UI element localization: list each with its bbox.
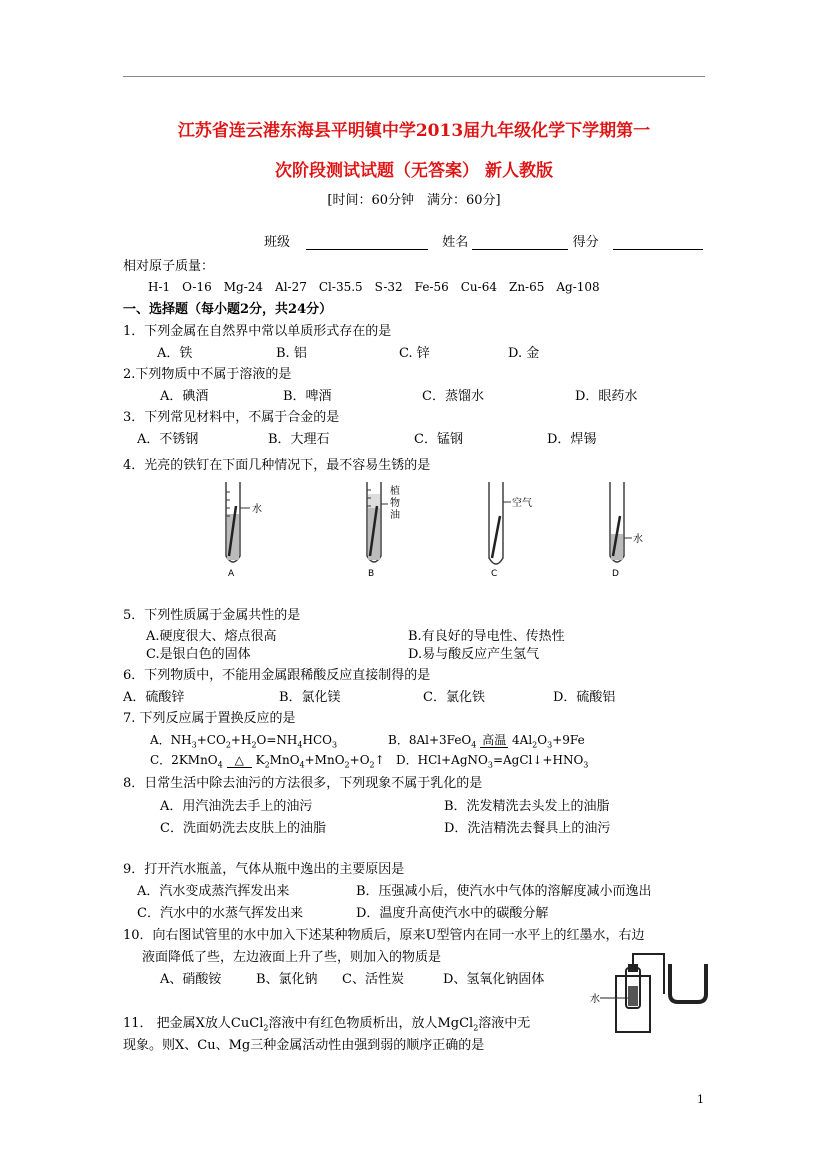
q7-d-prefix: D．HCl+AgNO [396, 753, 488, 767]
q11-stem-part-a: 11． 把金属X放人CuCl [123, 1016, 264, 1031]
q10-option-c: C、活性炭 [342, 972, 404, 987]
q9-option-d: D．温度升高使汽水中的碳酸分解 [356, 906, 549, 921]
q9-option-b: B．压强减小后，使汽水中气体的溶解度减小而逸出 [356, 884, 652, 899]
class-label: 班级 [264, 235, 291, 250]
q4-test-tubes-figure [210, 476, 650, 582]
q10-stem-line1: 10．向右图试管里的水中加入下述某种物质后，原来U型管内在同一水平上的红墨水，右边 [123, 928, 645, 943]
q5-option-c: C.是银白色的固体 [146, 647, 251, 662]
page-number: 1 [697, 1093, 704, 1106]
q8-option-c: C．洗面奶洗去皮肤上的油脂 [160, 821, 326, 836]
atomic-mass-label: 相对原子质量： [123, 259, 215, 274]
q3-stem: 3．下列常见材料中，不属于合金的是 [123, 410, 340, 425]
header-rule [123, 76, 705, 77]
q9-option-a: A．汽水变成蒸汽挥发出来 [137, 884, 290, 899]
q7-c-condition: △ [227, 753, 252, 768]
q3-option-d: D．焊锡 [547, 432, 597, 447]
q6-option-a: A．硫酸锌 [123, 690, 185, 705]
atomic-mass-values: H-1 O-16 Mg-24 Al-27 Cl-35.5 S-32 Fe-56 Cu-64 Zn-65 Ag-108 [148, 280, 600, 294]
q11-stem-part-c: 溶液中无 [478, 1016, 531, 1031]
q2-option-a: A．碘酒 [160, 389, 209, 404]
q11-stem-line1: 11． 把金属X放人CuCl$_2$溶液中有红色物质析出，放人MgCl$_2$溶液中无 [123, 1016, 531, 1033]
q10-u-tube-figure [588, 950, 722, 1036]
q2-stem: 2.下列物质中不属于溶液的是 [123, 367, 292, 382]
q7-stem: 7. 下列反应属于置换反应的是 [123, 711, 296, 726]
tube-b-oil-label-2: 物 [390, 498, 400, 509]
q10-option-b: B、氯化钠 [256, 972, 318, 987]
q5-option-d: D.易与酸反应产生氢气 [408, 647, 540, 662]
q7-a-prefix: A．NH [150, 733, 192, 747]
q2-option-b: B．啤酒 [283, 389, 332, 404]
tube-d-caption: D [612, 569, 619, 579]
q3-option-b: B．大理石 [268, 432, 330, 447]
q1-option-d: D. 金 [508, 346, 540, 361]
time-info: [时间：60分钟 满分：60分] [327, 193, 501, 208]
q1-option-a: A．铁 [157, 346, 193, 361]
q7-option-c: C．2KMnO$_4$ △ $K_2MnO_4+MnO_2+O_2↑$ [150, 753, 385, 770]
q6-option-c: C．氯化铁 [423, 690, 485, 705]
q7-option-b: B．8Al+3FeO$_4$ 高温 $4Al_2O_3+9Fe$ [388, 733, 585, 750]
q10-water-label: 水 [590, 994, 600, 1005]
q1-option-c: C. 锌 [399, 346, 430, 361]
q11-stem-line2: 现象。则X、Cu、Mg三种金属活动性由强到弱的顺序正确的是 [123, 1038, 485, 1053]
section1-heading: 一、选择题（每小题2分，共24分） [123, 302, 333, 317]
q7-option-d: D．$HCl+AgNO_3=AgCl↓+HNO_3$ [396, 753, 589, 770]
class-blank[interactable] [306, 235, 428, 250]
q2-option-d: D．眼药水 [575, 389, 638, 404]
q5-stem: 5．下列性质属于金属共性的是 [123, 608, 301, 623]
title-line-2: 次阶段测试试题（无答案） 新人教版 [275, 161, 553, 181]
q6-option-d: D．硫酸铝 [553, 690, 616, 705]
q7-b-prefix: B．8Al+3Fe [388, 733, 462, 747]
tube-b [367, 482, 400, 579]
q7-b-condition: 高温 [482, 733, 507, 747]
q3-option-c: C．锰钢 [414, 432, 463, 447]
q1-option-b: B. 铝 [276, 346, 307, 361]
q4-stem: 4．光亮的铁钉在下面几种情况下，最不容易生锈的是 [123, 458, 431, 473]
q8-option-b: B．洗发精洗去头发上的油脂 [444, 799, 610, 814]
q5-option-b: B.有良好的导电性、传热性 [408, 629, 565, 644]
q7-option-a: A．$NH_3+CO_2+H_2O=NH_4HCO_3$ [150, 733, 338, 750]
name-blank[interactable] [472, 235, 568, 250]
q2-option-c: C．蒸馏水 [422, 389, 484, 404]
student-info [264, 231, 703, 250]
q9-option-c: C．汽水中的水蒸气挥发出来 [137, 906, 303, 921]
tube-a-water-label: 水 [252, 504, 262, 515]
q7-b-product1: 4Al [512, 733, 533, 747]
q10-option-a: A、硝酸铵 [160, 972, 222, 987]
tube-c-caption: C [491, 569, 498, 579]
q1-stem: 1．下列金属在自然界中常以单质形式存在的是 [123, 324, 392, 339]
tube-a [226, 482, 262, 579]
tube-c [489, 482, 532, 579]
q7-c-prefix: C．2KMnO [150, 753, 218, 767]
tube-b-oil-label-3: 油 [390, 510, 400, 521]
q7-b-product2: +9Fe [552, 733, 585, 747]
score-blank[interactable] [613, 235, 703, 250]
tube-b-oil-label-1: 植 [390, 486, 400, 497]
q8-option-d: D．洗洁精洗去餐具上的油污 [444, 821, 611, 836]
q8-stem: 8．日常生活中除去油污的方法很多，下列现象不属于乳化的是 [123, 776, 483, 791]
q3-option-a: A．不锈钢 [137, 432, 199, 447]
q10-option-d: D、氢氧化钠固体 [443, 972, 545, 987]
tube-b-caption: B [368, 569, 375, 579]
q6-stem: 6．下列物质中，不能用金属跟稀酸反应直接制得的是 [123, 668, 431, 683]
q10-stem-line2: 液面降低了些，左边液面上升了些，则加入的物质是 [142, 950, 442, 965]
tube-d-water-label: 水 [633, 534, 643, 545]
tube-d [610, 482, 643, 579]
q5-option-a: A.硬度很大、熔点很高 [146, 629, 277, 644]
title-line-1: 江苏省连云港东海县平明镇中学2013届九年级化学下学期第一 [177, 121, 651, 141]
q6-option-b: B．氯化镁 [279, 690, 341, 705]
tube-c-air-label: 空气 [512, 498, 532, 509]
q8-option-a: A．用汽油洗去手上的油污 [160, 799, 313, 814]
q11-stem-part-b: 溶液中有红色物质析出，放人MgCl [268, 1016, 474, 1031]
q7-d-suffix: =AgCl↓+HNO [492, 753, 584, 767]
tube-a-caption: A [228, 569, 235, 579]
score-label: 得分 [572, 235, 599, 250]
q9-stem: 9．打开汽水瓶盖，气体从瓶中逸出的主要原因是 [123, 862, 405, 877]
name-label: 姓名 [442, 235, 469, 250]
